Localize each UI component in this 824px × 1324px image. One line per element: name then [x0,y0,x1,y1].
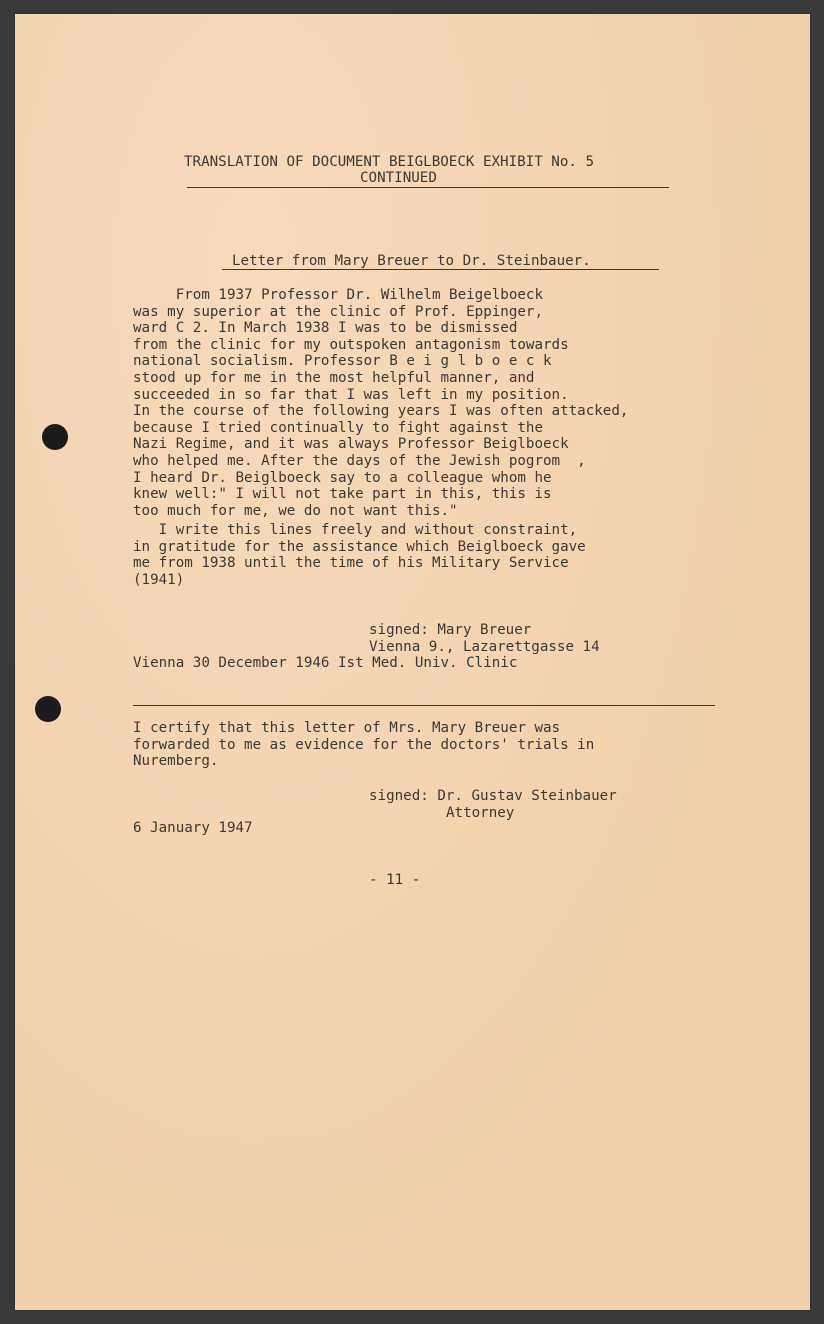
letter-date-place: Vienna 30 December 1946 Ist Med. Univ. Clinic [133,655,518,672]
document-heading-continued: CONTINUED [360,170,437,186]
letter-signature: signed: Mary Breuer [369,622,532,638]
letter-line: In the course of the following years I was often attacked, [133,403,629,420]
letter-line: national socialism. Professor B e i g l b o e c k [133,353,552,370]
letter-address: Vienna 9., Lazarettgasse 14 [369,638,600,655]
certification-title: Attorney [446,804,515,821]
letter-line: from the clinic for my outspoken antagonism towards [133,336,569,353]
punch-hole-lower [35,696,61,722]
certification-line: I certify that this letter of Mrs. Mary Breuer was [133,720,561,736]
certification-line: forwarded to me as evidence for the doctors' trials in [133,736,595,753]
certification-date: 6 January 1947 [133,820,253,836]
letter-line: (1941) [133,571,185,588]
letter-line: too much for me, we do not want this." [133,502,458,519]
separator-rule [133,705,715,706]
letter-line: me from 1938 until the time of his Military Service [133,555,569,572]
letter-line: succeeded in so far that I was left in my position. [133,386,569,403]
letter-line: knew well:" I will not take part in this, this is [133,486,552,503]
letter-line: Nazi Regime, and it was always Professor Beiglboeck [133,436,569,453]
punch-hole-upper [42,424,68,450]
letter-line: in gratitude for the assistance which Beiglboeck gave [133,538,586,555]
letter-line: stood up for me in the most helpful manner, and [133,370,535,386]
letter-line: I heard Dr. Beiglboeck say to a colleague whom he [133,469,552,486]
document-heading: TRANSLATION OF DOCUMENT BEIGLBOECK EXHIBIT No. 5 [184,154,594,170]
letter-line: ward C 2. In March 1938 I was to be dismissed [133,320,518,337]
page-number: - 11 - [369,872,421,888]
certification-line: Nuremberg. [133,753,219,770]
heading-underline [187,187,669,188]
letter-line: was my superior at the clinic of Prof. Eppinger, [133,303,543,320]
letter-line: I write this lines freely and without constraint, [133,522,578,538]
letter-title: Letter from Mary Breuer to Dr. Steinbauer. [232,253,591,269]
certification-signature: signed: Dr. Gustav Steinbauer [369,788,617,804]
letter-line: who helped me. After the days of the Jewish pogrom , [133,453,586,469]
letter-line: because I tried continually to fight against the [133,419,543,436]
letter-title-underline [222,269,659,270]
letter-line: From 1937 Professor Dr. Wilhelm Beigelboeck [133,287,543,303]
